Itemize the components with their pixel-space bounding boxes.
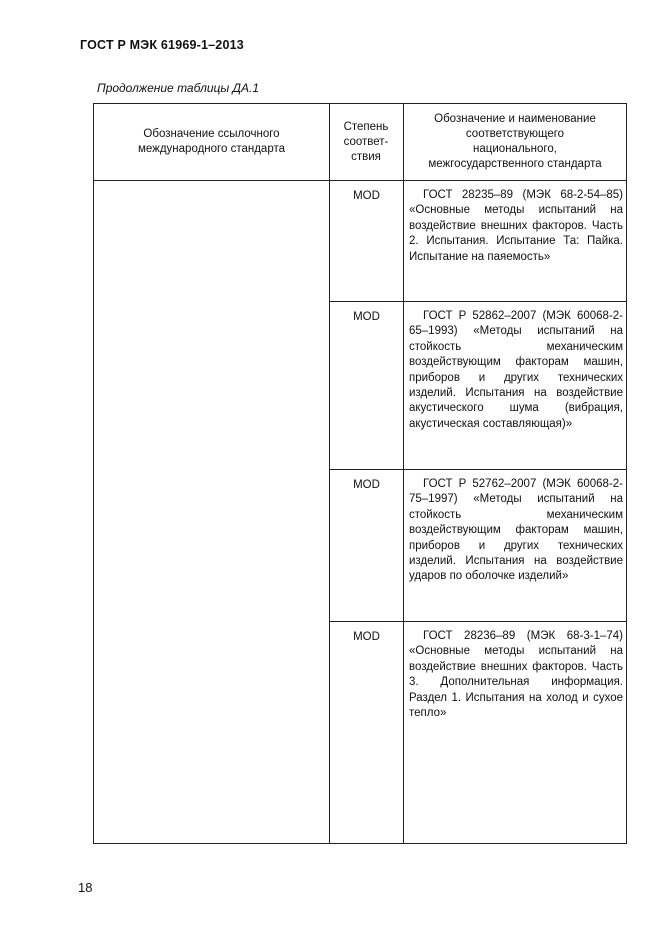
degree-cell: MOD — [353, 311, 380, 323]
column-divider — [403, 104, 404, 843]
page-number: 18 — [78, 880, 93, 895]
national-standard-cell: ГОСТ 28236–89 (МЭК 68-3-1–74) «Основные методы испытаний на воздействие внешних факторов. Часть 3. Дополнительная информация. Раздел 1. Испытания на холод и сухое тепло» — [409, 630, 623, 720]
header-degree: Степень соответ- ствия — [343, 120, 389, 163]
column-divider — [329, 104, 330, 843]
degree-cell: MOD — [353, 631, 380, 643]
national-standard-cell: ГОСТ Р 52762–2007 (МЭК 60068-2-75–1997) «Методы испытаний на стойкость механическим воздействующим факторам машин, приборов и других технических изделий. Испытания на воздействие ударов по оболочке изделий» — [409, 478, 623, 583]
header-separator — [94, 180, 626, 181]
row-separator — [329, 621, 626, 622]
table-caption: Продолжение таблицы ДА.1 — [97, 81, 260, 95]
national-standard-cell: ГОСТ Р 52862–2007 (МЭК 60068-2-65–1993) «Методы испытаний на стойкость механическим воздействующим факторам машин, приборов и других технических изделий. Испытания на воздействие акустического шума (вибрация, акустическая составляющая)» — [409, 310, 623, 430]
national-standard-cell: ГОСТ 28235–89 (МЭК 68-2-54–85) «Основные методы испытаний на воздействие внешних факторов. Часть 2. Испытания. Испытание Та: Пайка. Испытание на паяемость» — [409, 189, 623, 263]
header-national-standard: Обозначение и наименование соответствующего национального, межгосударственного стандарта — [428, 113, 602, 170]
standard-code: ГОСТ Р МЭК 61969-1–2013 — [80, 38, 244, 52]
header-international-standard: Обозначение ссылочного международного стандарта — [137, 128, 286, 155]
degree-cell: MOD — [353, 190, 380, 202]
row-separator — [329, 301, 626, 302]
correspondence-table — [93, 103, 627, 844]
degree-cell: MOD — [353, 479, 380, 491]
row-separator — [329, 469, 626, 470]
